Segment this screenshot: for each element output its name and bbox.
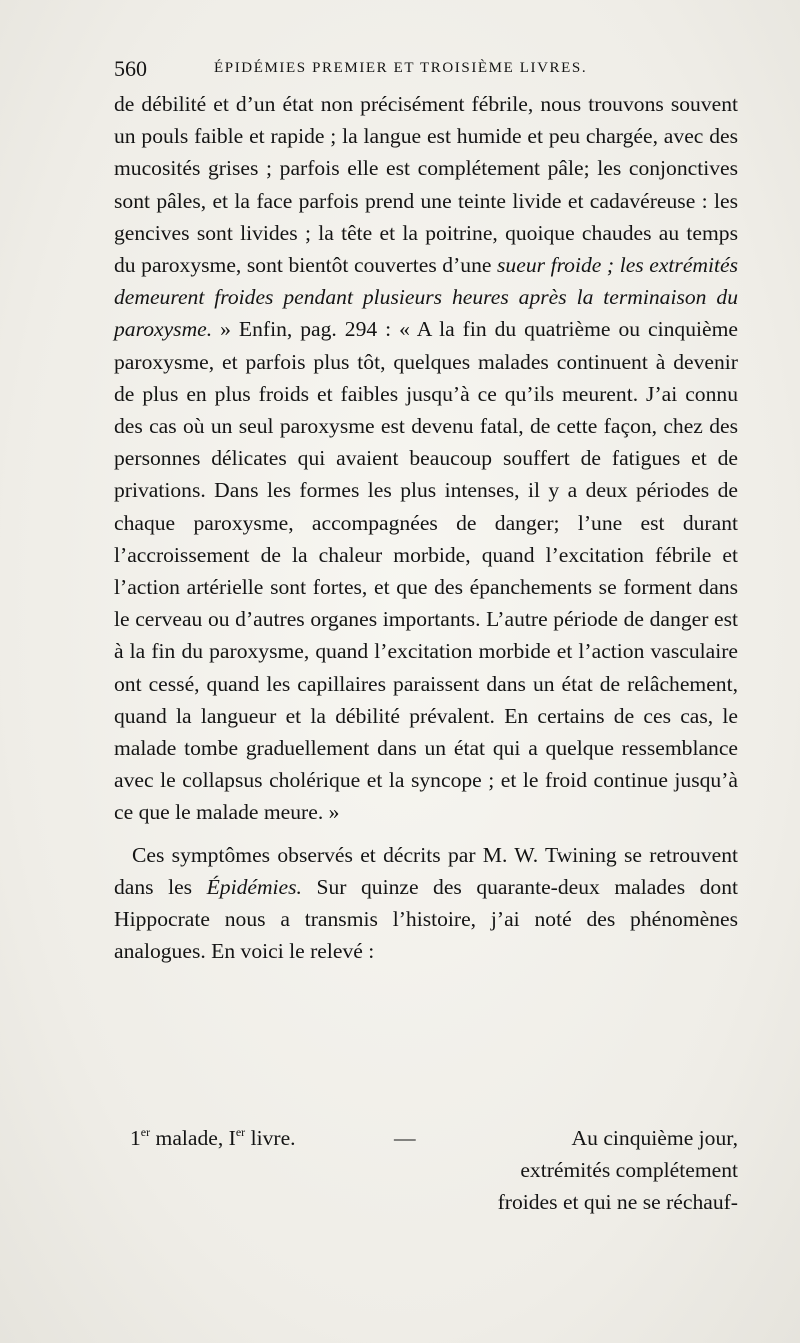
case-line-3: froides et qui ne se réchauf- bbox=[497, 1190, 738, 1214]
case-ordinal: 1 bbox=[130, 1126, 141, 1150]
case-label bbox=[130, 1122, 296, 1154]
body-text bbox=[114, 88, 738, 967]
case-line-2: extrémités complétement bbox=[520, 1158, 738, 1182]
case-book: livre. bbox=[245, 1126, 296, 1150]
case-line-1: Au cinquième jour, bbox=[571, 1126, 738, 1150]
paragraph-1 bbox=[114, 88, 738, 829]
running-head: ÉPIDÉMIES PREMIER ET TROISIÈME LIVRES. bbox=[214, 60, 588, 76]
paragraph-1-text-a: de débilité et d’un état non précisément fébrile, nous trouvons souvent un pouls faible et rapide ; la langue est humide et peu chargée, avec des mucosités grises ; parfois elle est complétement pâle; les conjonctives sont pâles, et la face parfois prend une teinte livide et cadavéreuse : les gencives sont livides ; la tête et la poitrine, quoique chaudes au temps du paroxysme, sont bientôt couvertes d’une bbox=[114, 92, 738, 278]
paragraph-2-text-b: Sur quinze des quarante-deux malades dont Hippocrate nous a transmis l’histoire, j’ai noté des phénomènes analogues. En voici le relevé : bbox=[114, 874, 738, 964]
case-book-sup: er bbox=[235, 1125, 246, 1139]
page-number: 560 bbox=[114, 56, 147, 81]
paragraph-2-italic: Épidémies. bbox=[206, 874, 302, 899]
case-patient: malade, I bbox=[150, 1126, 236, 1150]
case-dash: — bbox=[394, 1126, 416, 1150]
paragraph-1-italic: sueur froide ; les extrémités demeurent froides pendant plusieurs heures après la terminaison du paroxysme. bbox=[114, 253, 738, 342]
case-description bbox=[468, 1122, 738, 1218]
paragraph-1-text-b: » Enfin, pag. 294 : « A la fin du quatrième ou cinquième paroxysme, et parfois plus tôt, quelques malades continuent à devenir de plus en plus froids et faibles jusqu’à ce qu’ils meurent. J’ai connu des cas où un seul paroxysme est devenu fatal, de cette façon, chez des personnes délicates qui avaient beaucoup souffert de fatigues et de privations. Dans les formes les plus intenses, il y a deux périodes de chaque paroxysme, accompagnées de danger; l’une est durant l’accroissement de la chaleur morbide, quand l’excitation fébrile et l’action artérielle sont fortes, et que des épanchements se forment dans le cerveau ou d’autres organes importants. L’autre période de danger est à la fin du paroxysme, quand l’excitation morbide et l’action vasculaire ont cessé, quand les capillaires paraissent dans un état de relâchement, quand la langueur et la débilité prévalent. En certains de ces cas, le malade tombe graduellement dans un état qui a quelque ressemblance avec le collapsus cholérique et la syncope ; et le froid continue jusqu’à ce que le malade meure. » bbox=[114, 317, 738, 825]
page-header bbox=[114, 50, 714, 90]
paragraph-2 bbox=[114, 839, 738, 968]
case-ordinal-sup: er bbox=[140, 1125, 151, 1139]
paragraph-2-text-a: Ces symptômes observés et décrits par M. W. Twining se retrouvent dans les bbox=[114, 842, 738, 899]
